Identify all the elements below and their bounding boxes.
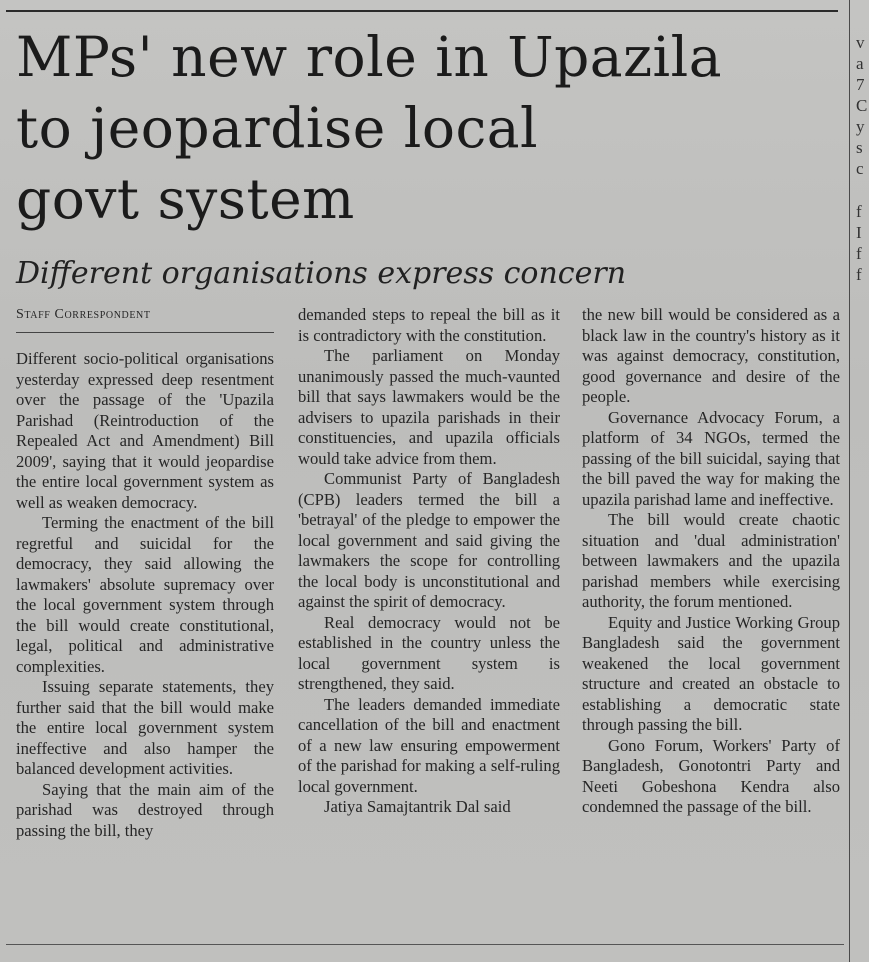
paragraph: Jatiya Samajtantrik Dal said	[324, 797, 511, 816]
fragment-letter: y	[856, 117, 865, 136]
paragraph: The parliament on Monday unanimously passed the much-vaunted bill that says lawmakers would be the advisers to upazila parishads in their constituencies, and upazila officials would take advice from them.	[298, 346, 560, 468]
fragment-letter: 7	[856, 75, 865, 94]
paragraph: Communist Party of Bangladesh (CPB) leaders termed the bill a 'betrayal' of the pledge to empower the local government and said giving the lawmakers the scope for controlling the local body is unconstitutional and against the spirit of democracy.	[298, 469, 560, 611]
paragraph: The bill would create chaotic situation and 'dual administration' between lawmakers and the upazila parishad members while exercising authority, the forum mentioned.	[582, 510, 840, 611]
byline: Staff Correspondent	[16, 305, 274, 333]
fragment-letter: C	[856, 96, 868, 115]
paragraph: the new bill would be considered as a black law in the country's history as it was against democracy, constitution, good governance and desire of the people.	[582, 305, 840, 406]
headline-line: MPs' new role in Upazila	[16, 25, 723, 89]
article-column-3	[582, 305, 840, 818]
paragraph: Equity and Justice Working Group Bangladesh said the government weakened the local government structure and created an obstacle to establishing a democratic state through passing the bill.	[582, 612, 840, 734]
adjacent-column-fragment	[856, 0, 869, 962]
headline-line: to jeopardise local	[16, 96, 539, 160]
paragraph: demanded steps to repeal the bill as it is contradictory with the constitution.	[298, 305, 560, 345]
paragraph: Real democracy would not be established in the country unless the local government system is strengthened, they said.	[298, 612, 560, 693]
subheadline: Different organisations express concern	[16, 256, 627, 291]
paragraph: Terming the enactment of the bill regretful and suicidal for the democracy, they said allowing the lawmakers' absolute supremacy over the local government system through the bill would create constitutional, legal, political and administrative complexities.	[16, 513, 274, 676]
fragment-letter: s	[856, 138, 863, 157]
fragment-letter: v	[856, 33, 865, 52]
fragment-letter: c	[856, 159, 864, 178]
paragraph: Gono Forum, Workers' Party of Bangladesh, Gonotontri Party and Neeti Gobeshona Kendra also condemned the passage of the bill.	[582, 735, 840, 816]
fragment-letter: f	[856, 265, 862, 284]
fragment-letter: f	[856, 244, 862, 263]
paragraph: Saying that the main aim of the parishad was destroyed through passing the bill, they	[16, 779, 274, 840]
article-column-2	[298, 305, 560, 818]
headline-line: govt system	[16, 167, 355, 231]
fragment-letter: f	[856, 202, 862, 221]
paragraph: Issuing separate statements, they further said that the bill would make the entire local government system ineffective and also hamper the balanced development activities.	[16, 677, 274, 778]
paragraph: Governance Advocacy Forum, a platform of 34 NGOs, termed the passing of the bill suicidal, saying that the bill paved the way for making the upazila parishad lame and ineffective.	[582, 407, 840, 509]
paragraph: The leaders demanded immediate cancellation of the bill and enactment of a new law ensuring empowerment of the parishad for making a self-ruling local government.	[298, 694, 560, 796]
column-divider-right	[849, 0, 850, 962]
top-rule	[6, 10, 838, 12]
article-column-1	[16, 305, 274, 841]
bottom-rule	[6, 944, 844, 945]
headline	[16, 22, 846, 235]
fragment-letter: I	[856, 223, 862, 242]
fragment-letter: a	[856, 54, 864, 73]
paragraph: Different socio-political organisations yesterday expressed deep resentment over the passage of the 'Upazila Parishad (Reintroduction of the Repealed Act and Amendment) Bill 2009', saying that it would jeopardise the entire local government system as well as weaken democracy.	[16, 349, 274, 512]
